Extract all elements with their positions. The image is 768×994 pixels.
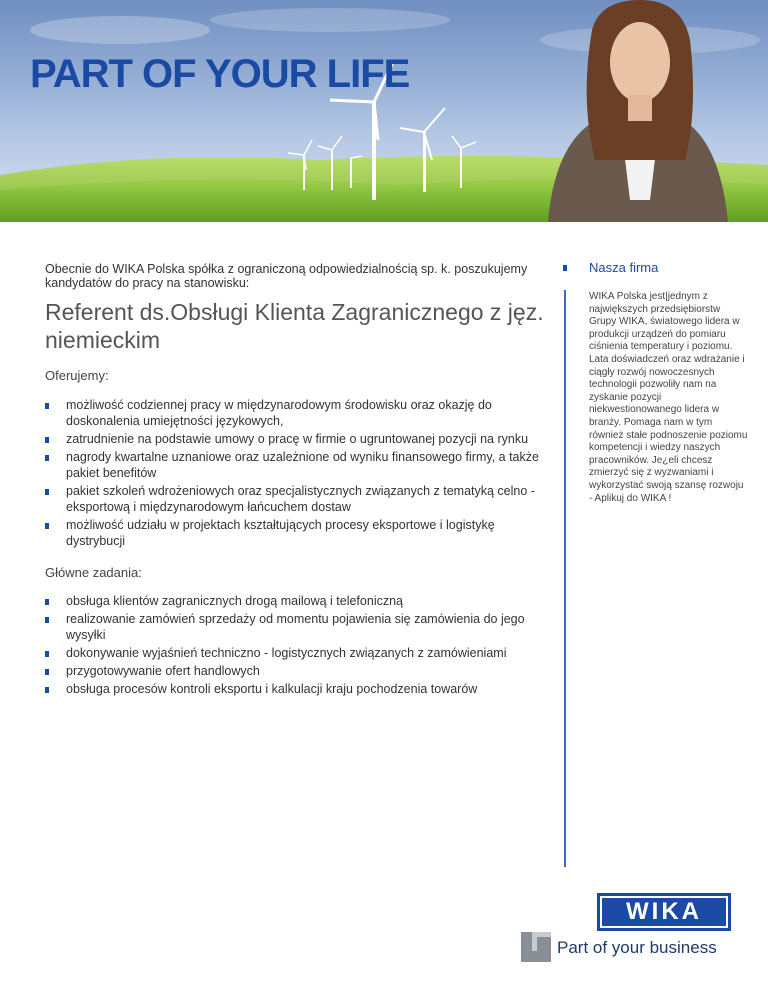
list-item: realizowanie zamówień sprzedaży od momentu pojawienia się zamówienia do jego wysyłki: [45, 611, 545, 643]
sidebar-divider: [564, 290, 566, 867]
bullet-icon: [45, 437, 49, 443]
banner-headline: PART OF YOUR LIFE: [30, 52, 410, 96]
bullet-icon: [45, 403, 49, 409]
list-item: możliwość udziału w projektach kształtujących procesy eksportowe i logistykę dystrybucji: [45, 517, 545, 549]
sidebar-text: WIKA Polska jest|jednym z największych przedsiębiorstw Grupy WIKA, światowego lidera w produkcji urządzeń do pomiaru ciśnienia temperatury i poziomu. Lata doświadczeń oraz wdrażanie i ciągły rozwój nowoczesnych technologii pozwoliły nam na zyskanie pozycji niekwestionowanego lidera w branży. Pomaga nam w tym również stałe podnoszenie poziomu kompetencji i wiedzy naszych pracowników. Je¿eli chcesz zmierzyć się z wyzwaniami i wykorzystać swoją szansę rozwoju - Aplikuj do WIKA !: [589, 291, 748, 504]
bullet-icon: [45, 669, 49, 675]
bullet-icon: [45, 523, 49, 529]
bullet-icon: [45, 455, 49, 461]
list-item: możliwość codziennej pracy w międzynarodowym środowisku oraz okazję do doskonalenia umiejętności językowych,: [45, 397, 545, 429]
footer-tagline: Part of your business: [557, 938, 717, 957]
wika-logo-text: WIKA: [626, 898, 702, 925]
list-item: obsługa procesów kontroli eksportu i kalkulacji kraju pochodzenia towarów: [45, 681, 545, 697]
offer-label: Oferujemy:: [45, 368, 109, 383]
sidebar-title: Nasza firma: [589, 260, 659, 275]
bullet-icon: [45, 687, 49, 693]
puzzle-icon: [521, 932, 551, 962]
sidebar-bullet-icon: [563, 265, 567, 271]
intro-text: Obecnie do WIKA Polska spółka z ograniczoną odpowiedzialnością sp. k. poszukujemy kandydatów do pracy na stanowisku:: [45, 262, 528, 290]
landscape-illustration: [0, 0, 768, 222]
bullet-icon: [45, 599, 49, 605]
bullet-icon: [45, 651, 49, 657]
offer-list: [45, 397, 545, 551]
tasks-list: [45, 593, 545, 699]
wika-logo: [597, 893, 731, 931]
bullet-icon: [45, 489, 49, 495]
list-item: pakiet szkoleń wdrożeniowych oraz specjalistycznych związanych z tematyką celno - eksportową i międzynarodowym łańcuchem dostaw: [45, 483, 545, 515]
list-item: zatrudnienie na podstawie umowy o pracę w firmie o ugruntowanej pozycji na rynku: [45, 431, 545, 447]
bullet-icon: [45, 617, 49, 623]
list-item: dokonywanie wyjaśnień techniczno - logistycznych związanych z zamówieniami: [45, 645, 545, 661]
tasks-label: Główne zadania:: [45, 565, 142, 580]
list-item: nagrody kwartalne uznaniowe oraz uzależnione od wyniku finansowego firmy, a także pakiet benefitów: [45, 449, 545, 481]
list-item: obsługa klientów zagranicznych drogą mailową i telefoniczną: [45, 593, 545, 609]
job-title: Referent ds.Obsługi Klienta Zagranicznego z jęz. niemieckim: [45, 299, 544, 353]
list-item: przygotowywanie ofert handlowych: [45, 663, 545, 679]
header-banner: [0, 0, 768, 222]
